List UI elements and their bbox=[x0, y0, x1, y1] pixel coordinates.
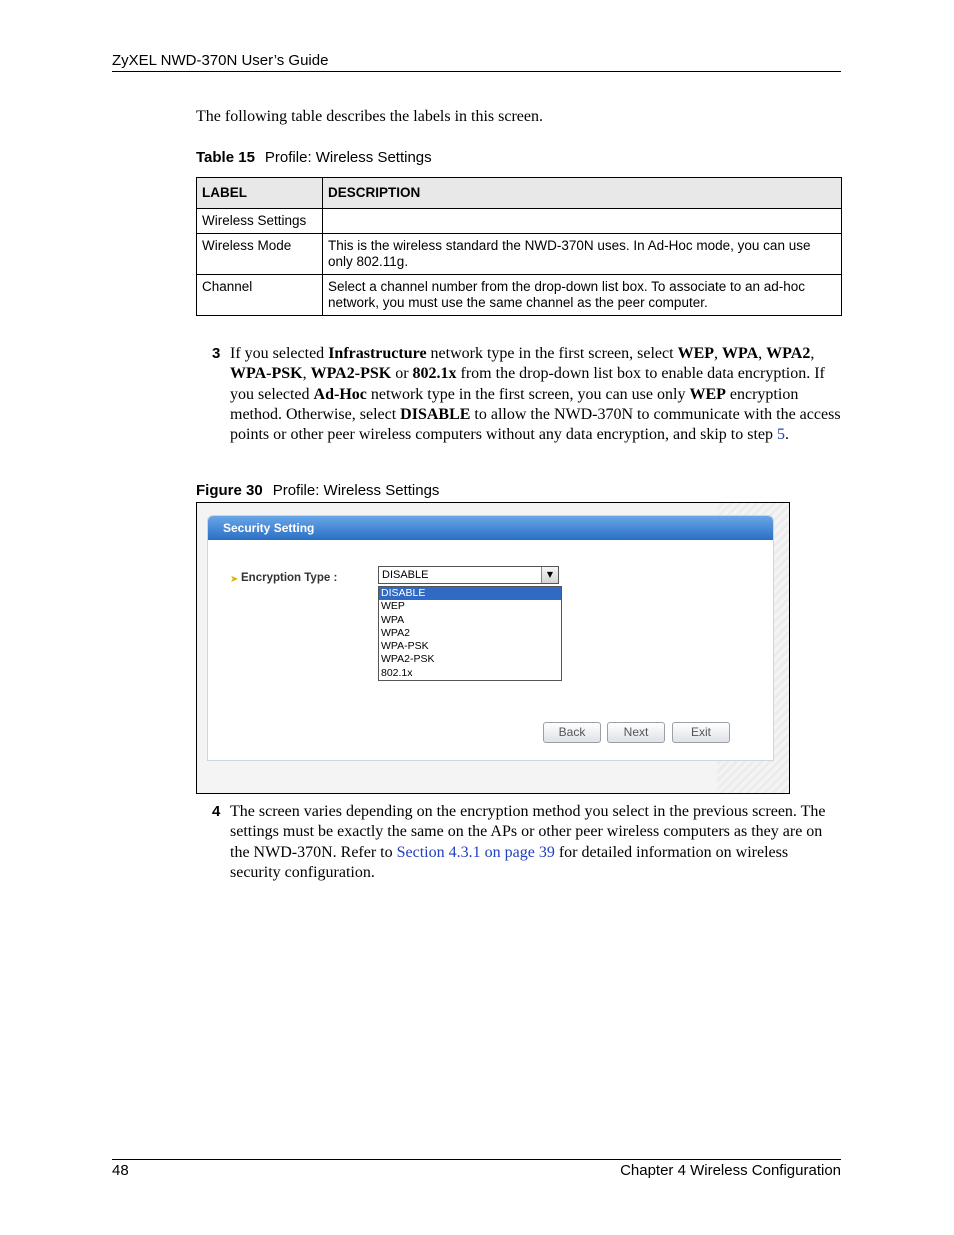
bold-term: DISABLE bbox=[400, 405, 471, 423]
text: , bbox=[810, 345, 815, 362]
text: The screen varies depending on the encryption method you select in the previous screen. The settings must be exactly the same on the APs or other peer wireless computers as they are on the NWD-370N. Refer to bbox=[230, 803, 826, 861]
bold-term: WPA bbox=[722, 345, 759, 362]
option-disable[interactable]: DISABLE bbox=[379, 587, 561, 600]
section-link[interactable]: Section 4.3.1 on page 39 bbox=[396, 843, 555, 861]
row-description bbox=[323, 209, 842, 234]
bold-term: 802.1x bbox=[412, 365, 457, 383]
table-caption-number: Table 15 bbox=[196, 149, 255, 166]
encryption-type-label: Encryption Type : bbox=[241, 572, 338, 584]
security-setting-panel bbox=[207, 515, 774, 761]
exit-button[interactable]: Exit bbox=[672, 722, 730, 743]
bold-term: WPA-PSK bbox=[230, 365, 303, 383]
bold-term: Ad-Hoc bbox=[313, 385, 367, 403]
figure-caption-text: Profile: Wireless Settings bbox=[272, 482, 440, 499]
figure-caption bbox=[196, 482, 439, 499]
table-caption-text: Profile: Wireless Settings bbox=[264, 149, 432, 166]
bold-term: WPA2 bbox=[766, 345, 811, 362]
intro-paragraph: The following table describes the labels in this screen. bbox=[196, 108, 544, 125]
row-label: Wireless Settings bbox=[197, 209, 323, 234]
row-label: Wireless Mode bbox=[197, 234, 323, 275]
step-number: 3 bbox=[212, 345, 221, 362]
bold-term: WEP bbox=[677, 345, 715, 362]
footer-rule bbox=[112, 1159, 841, 1160]
row-description: Select a channel number from the drop-down list box. To associate to an ad-hoc network, you must use the same channel as the peer computer. bbox=[323, 275, 842, 316]
option-8021x[interactable]: 802.1x bbox=[381, 666, 413, 679]
step-text bbox=[230, 344, 842, 445]
table-row bbox=[197, 275, 842, 316]
table-header-row bbox=[197, 178, 842, 209]
text: . bbox=[784, 426, 789, 444]
step-5-link[interactable]: 5 bbox=[776, 426, 785, 444]
figure-caption-number: Figure 30 bbox=[196, 482, 263, 499]
row-description: This is the wireless standard the NWD-370N uses. In Ad-Hoc mode, you can use only 802.11g. bbox=[323, 234, 842, 275]
row-label: Channel bbox=[197, 275, 323, 316]
option-wep[interactable]: WEP bbox=[381, 600, 405, 613]
text: network type in the first screen, you can use only bbox=[366, 385, 690, 403]
option-wpa-psk[interactable]: WPA-PSK bbox=[381, 640, 429, 653]
chapter-title: Chapter 4 Wireless Configuration bbox=[620, 1162, 841, 1179]
bold-term: WPA2-PSK bbox=[310, 365, 392, 383]
option-wpa2-psk[interactable]: WPA2-PSK bbox=[381, 653, 435, 666]
select-value: DISABLE bbox=[382, 569, 429, 581]
next-button[interactable]: Next bbox=[607, 722, 665, 743]
table-header-label: LABEL bbox=[197, 178, 323, 209]
text: network type in the first screen, select bbox=[426, 345, 678, 362]
encryption-dropdown-list bbox=[378, 586, 562, 681]
text: from the drop-down list box to enable data encryption. If you selected bbox=[230, 365, 825, 403]
table-row bbox=[197, 234, 842, 275]
step-4 bbox=[212, 802, 842, 887]
text: to allow the NWD-370N to communicate with the access points or other peer wireless computers without any data encryption, and skip to step bbox=[230, 405, 841, 444]
text: , bbox=[714, 345, 723, 362]
option-wpa[interactable]: WPA bbox=[381, 613, 405, 626]
bold-term: Infrastructure bbox=[328, 345, 427, 362]
table-caption bbox=[196, 149, 432, 166]
bold-term: WEP bbox=[689, 385, 726, 403]
back-button[interactable]: Back bbox=[543, 722, 601, 743]
chevron-down-icon[interactable]: ▼ bbox=[541, 567, 558, 583]
step-text bbox=[230, 802, 842, 883]
labels-table bbox=[196, 177, 842, 316]
panel-body bbox=[208, 540, 773, 760]
figure-screenshot bbox=[196, 502, 790, 794]
page-number: 48 bbox=[112, 1162, 129, 1179]
header-rule bbox=[112, 71, 841, 72]
text: encryption method. Otherwise, select bbox=[230, 385, 799, 423]
bullet-arrow-icon: ➤ bbox=[230, 574, 239, 585]
panel-title: Security Setting bbox=[208, 516, 773, 540]
option-wpa2[interactable]: WPA2 bbox=[381, 626, 410, 639]
table-header-description: DESCRIPTION bbox=[323, 178, 842, 209]
step-3 bbox=[212, 344, 842, 469]
text: If you selected bbox=[230, 345, 329, 362]
encryption-type-select[interactable] bbox=[378, 566, 559, 584]
text: or bbox=[391, 365, 413, 383]
text: for detailed information on wireless security configuration. bbox=[230, 843, 789, 881]
step-number: 4 bbox=[212, 803, 221, 820]
text: , bbox=[758, 345, 767, 362]
table-row bbox=[197, 209, 842, 234]
text: , bbox=[302, 365, 311, 383]
running-header: ZyXEL NWD-370N User’s Guide bbox=[112, 52, 329, 69]
